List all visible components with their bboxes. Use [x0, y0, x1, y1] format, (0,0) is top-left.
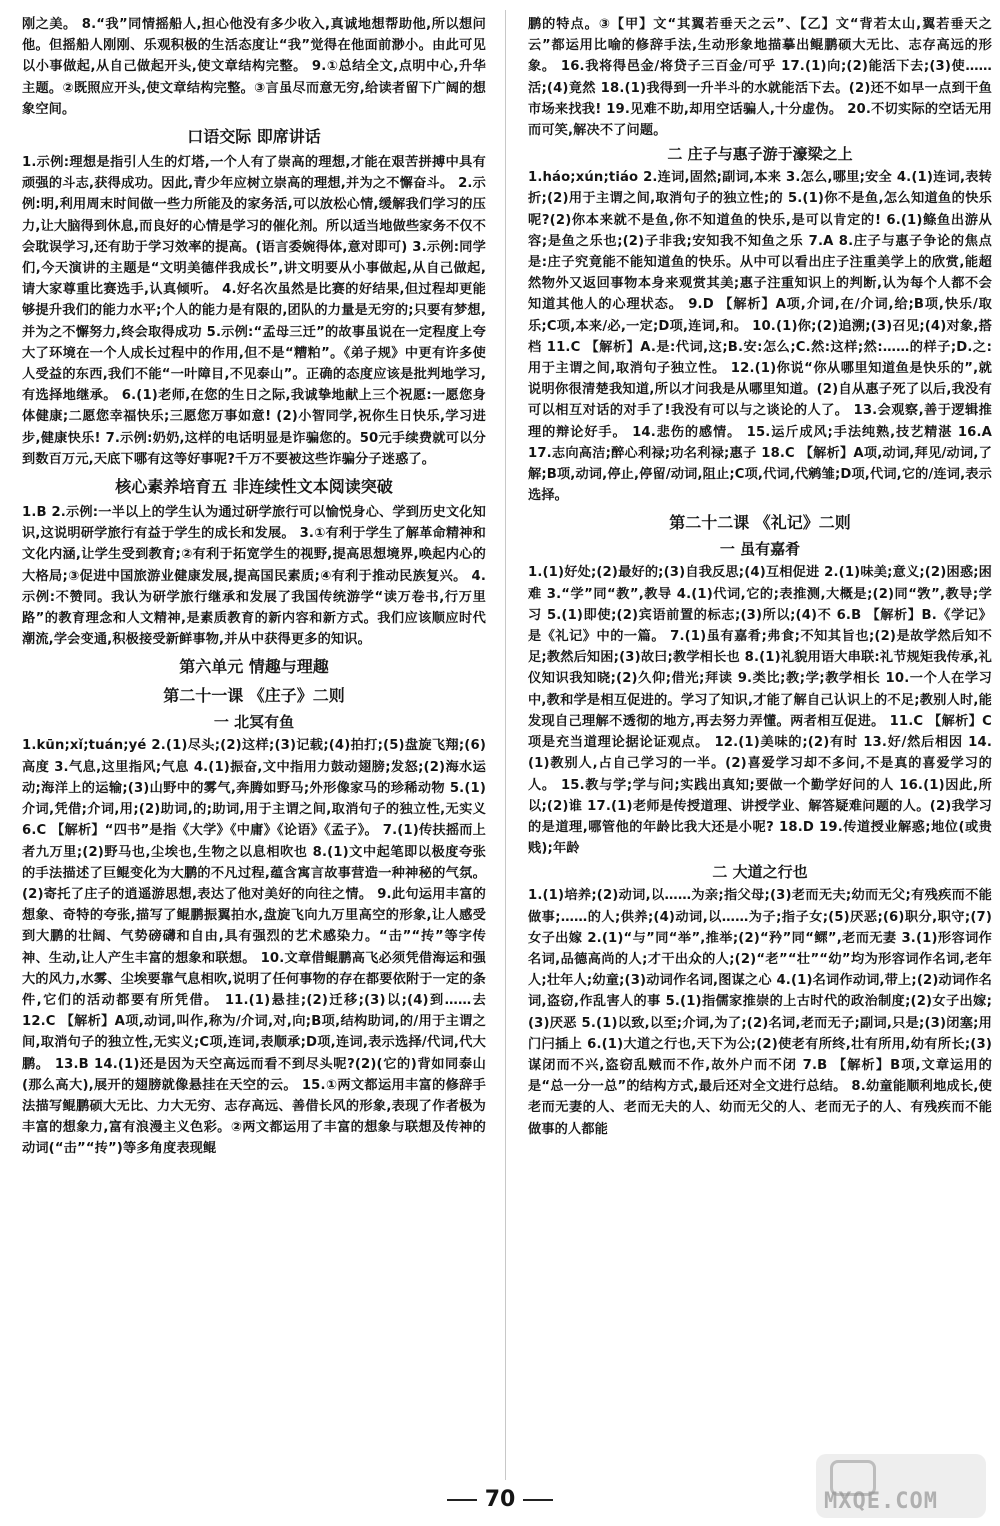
watermark-text: MXQE.COM [824, 1489, 938, 1514]
answer-paragraph: 鹏的特点。③【甲】文“其翼若垂天之云”、【乙】文“背若太山,翼若垂天之云”都运用比喻的修辞手法,生动形象地描摹出鲲鹏硕大无比、志存高远的形象。 16.我将得邑金/将贷子三百金/可乎 17.(1)向;(2)能活下去;(3)使……活;(4)竟然 18.(1)我得到一升半斗的水就能活下去。(2)还不如早一点到干鱼市场来找我! 19.见难不助,却用空话骗人,十分虚伪。 20.不切实际的空话无用而可笑,解决不了问题。 [528, 17, 992, 139]
page-number-dash-right [523, 1499, 553, 1501]
right-column [528, 14, 992, 1140]
column-divider [505, 10, 506, 1480]
section-heading-oral: 口语交际 即席讲话 [187, 127, 321, 147]
subsection-heading-jiayao: 一 虽有嘉肴 [719, 540, 801, 559]
subsection-heading-beiming: 一 北冥有鱼 [213, 713, 295, 732]
answer-paragraph: 1.B 2.示例:一半以上的学生认为通过研学旅行可以愉悦身心、学到历史文化知识,这说明研学旅行有益于学生的成长和发展。 3.①有利于学生了解革命精神和文化内涵,让学生受到教育;②有利于拓宽学生的视野,提高思想境界,唤起内心的大格局;③促进中国旅游业健康发展,提高国民素质;④有利于推动民族复兴。 4.示例:不赞同。我认为研学旅行继承和发展了我国传统游学“读万卷书,行万里路”的教育理念和人文精神,是素质教育的新内容和新方式。我们应该顺应时代潮流,学会变通,积极接受新鲜事物,并从中获得更多的知识。 [22, 505, 486, 648]
subsection-heading-haoliang: 二 庄子与惠子游于濠梁之上 [667, 145, 853, 164]
page-number-text: 70 [484, 1487, 516, 1512]
lesson-heading-21: 第二十一课 《庄子》二则 [163, 686, 345, 706]
subsection-heading-dadao: 二 大道之行也 [712, 863, 808, 882]
answer-paragraph: 刚之美。 8.“我”同情摇船人,担心他没有多少收入,真诚地想帮助他,所以想问他。但摇船人刚刚、乐观积极的生活态度让“我”觉得在他面前渺小。由此可见以小事做起,从自己做起开头,使文章结构完整。 9.①总结全文,点明中心,升华主题。②既照应开头,使文章结构完整。③言虽尽而意无穷,给读者留下广阔的想象空间。 [22, 17, 486, 117]
unit-heading: 第六单元 情趣与理趣 [179, 657, 329, 677]
left-column [22, 14, 486, 1160]
answer-paragraph: 1.háo;xún;tiáo 2.连词,固然;副词,本来 3.怎么,哪里;安全 4.(1)连词,表转折;(2)用于主谓之间,取消句子的独立性;的 5.(1)你不是鱼,怎么知道鱼的快乐呢?(2)你本来就不是鱼,你不知道鱼的快乐,是可以肯定的! 6.(1)鲦鱼出游从容;是鱼之乐也;(2)子非我;安知我不知鱼之乐 7.A 8.庄子与惠子争论的焦点是:庄子究竟能不能知道鱼的快乐。从中可以看出庄子注重美学上的欣赏,能超然物外又返回事物本身来观赏其美;惠子注重知识上的判断,认为每个人都不会知道其他人的心理状态。 9.D 【解析】A项,介词,在/介词,给;B项,快乐/取乐;C项,本来/必,一定;D项,连词,和。 10.(1)你;(2)追溯;(3)召见;(4)对象,搭档 11.C 【解析】A.是:代词,这;B.安:怎么;C.然:这样;然:……的样子;D.之:用于主谓之间,取消句子独立性。 12.(1)你说“你从哪里知道鱼是快乐的”,就说明你很清楚我知道,所以才问我是从哪里知道。(2)自从惠子死了以后,我没有可以相互对话的对手了!我没有可以与之谈论的人了。 13.会观察,善于逻辑推理的辩论好手。 14.悲伤的感情。 15.运斤成风;手法纯熟,技艺精湛 16.A 17.志向高洁;醉心利禄;功名利禄;惠子 18.C 【解析】A项,动词,拜见/动词,了解;B项,动词,停止,停留/动词,阻止;C项,代词,代鹓雏;D项,代词,它的/连词,表示选择。 [528, 170, 992, 504]
answer-paragraph: 1.示例:理想是指引人生的灯塔,一个人有了崇高的理想,才能在艰苦拼搏中具有顽强的斗志,获得成功。因此,青少年应树立崇高的理想,并为之不懈奋斗。 2.示例:明,利用周末时间做一些力所能及的家务活,可以放松心情,缓解我们学习的压力,让大脑得到休息,而良好的心情是学习的催化剂。所以适当地做些家务不仅不会耽误学习,还有助于学习效率的提高。(语言委婉得体,意对即可) 3.示例:同学们,今天演讲的主题是“文明美德伴我成长”,讲文明要从小事做起,从自己做起,请大家尊重比赛选手,认真倾听。 4.好名次虽然是比赛的好结果,但过程却更能够提升我们的能力水平;个人的能力是有限的,团队的力量是无穷的;只要有梦想,并为之不懈努力,终会取得成功 5.示例:“孟母三迁”的故事虽说在一定程度上夸大了环境在一个人成长过程中的作用,但不是“糟粕”。《弟子规》中更有许多使人受益的东西,我们不能“一叶障目,不见泰山”。正确的态度应该是批判地学习,有选择地继承。 6.(1)老师,在您的生日之际,我诚挚地献上三个祝愿:一愿您身体健康;二愿您幸福快乐;三愿您万事如意! (2)小智同学,祝你生日快乐,学习进步,健康快乐! 7.示例:奶奶,这样的电话明显是诈骗您的。50元手续费就可以分到数百万元,天底下哪有这等好事呢?千万不要被这些诈骗分子迷惑了。 [22, 155, 486, 467]
page-number-dash-left [447, 1499, 477, 1501]
answer-paragraph: 1.kūn;xǐ;tuán;yé 2.(1)尽头;(2)这样;(3)记载;(4)拍打;(5)盘旋飞翔;(6)高度 3.气息,这里指风;气息 4.(1)振奋,文中指用力鼓动翅膀;发怒;(2)海水运动;海洋上的运输;(3)山野中的雾气,奔腾如野马;外形像家马的珍稀动物 5.(1)介词,凭借;介词,用;(2)助词,的;助词,用于主谓之间,取消句子的独立性,无实义 6.C 【解析】“四书”是指《大学》《中庸》《论语》《孟子》。 7.(1)传扶摇而上者九万里;(2)野马也,尘埃也,生物之以息相吹也 8.(1)文中起笔即以极度夸张的手法描述了巨鲲变化为大鹏的不凡过程,蕴含寓言故事营造一种神秘的气氛。(2)寄托了庄子的逍遥游思想,表达了他对美好的向往之情。 9.此句运用丰富的想象、奇特的夸张,描写了鲲鹏振翼拍水,盘旋飞向九万里高空的形象,让人感受到大鹏的壮阔、气势磅礴和自由,具有强烈的艺术感染力。“击”“抟”等字传神、生动,让人产生丰富的想象和联想。 10.文章借鲲鹏高飞必须凭借海运和强大的风力,水雾、尘埃要靠气息相吹,说明了任何事物的存在都要依附于一定的条件,它们的活动都要有所凭借。 11.(1)悬挂;(2)迁移;(3)以;(4)到……去 12.C 【解析】A项,动词,叫作,称为/介词,对,向;B项,结构助词,的/用于主谓之间,取消句子的独立性,无实义;C项,连词,表顺承;D项,连词,表示选择/代词,代大鹏。 13.B 14.(1)还是因为天空高远而看不到尽头呢?(2)(它的)背如同泰山(那么高大),展开的翅膀就像悬挂在天空的云。 15.①两文都运用丰富的修辞手法描写鲲鹏硕大无比、力大无穷、志存高远、善借长风的形象,表现了作者极为丰富的想象力,富有浪漫主义色彩。②两文都运用了丰富的想象与联想及传神的动词(“击”“抟”)等多角度表现鲲 [22, 738, 486, 1157]
site-watermark-logo [816, 1454, 986, 1518]
lesson-heading-22: 第二十二课 《礼记》二则 [669, 513, 851, 533]
section-heading-core: 核心素养培育五 非连续性文本阅读突破 [115, 477, 393, 497]
answer-paragraph: 1.(1)培养;(2)动词,以……为亲;指父母;(3)老而无夫;幼而无父;有残疾而不能做事;……的人;供养;(4)动词,以……为子;指子女;(5)厌恶;(6)职分,职守;(7)女子出嫁 2.(1)“与”同“举”,推举;(2)“矜”同“鳏”,老而无妻 3.(1)形容词作名词,品德高尚的人;才干出众的人;(2)“老”“壮”“幼”均为形容词作名词,老年人;壮年人;幼童;(3)动词作名词,图谋之心 4.(1)名词作动词,带上;(2)动词作名词,盗窃,作乱害人的事 5.(1)指儒家推崇的上古时代的政治制度;(2)女子出嫁;(3)厌恶 5.(1)以致,以至;介词,为了;(2)名词,老而无子;副词,只是;(3)闭塞;用门闩插上 6.(1)大道之行也,天下为公;(2)使老有所终,壮有所用,幼有所长;(3)谋闭而不兴,盗窃乱贼而不作,故外户而不闭 7.B 【解析】B项,文章运用的是“总一分一总”的结构方式,最后还对全文进行总结。 8.幼童能顺利地成长,使老而无妻的人、老而无夫的人、幼而无父的人、老而无子的人、有残疾而不能做事的人都能 [528, 888, 992, 1137]
answer-paragraph: 1.(1)好处;(2)最好的;(3)自我反思;(4)互相促进 2.(1)味美;意义;(2)困惑;困难 3.“学”同“教”,教导 4.(1)代词,它的;表推测,大概是;(2)同“敩”,教导;学习 5.(1)即使;(2)宾语前置的标志;(3)所以;(4)不 6.B 【解析】B.《学记》是《礼记》中的一篇。 7.(1)虽有嘉肴;弗食;不知其旨也;(2)是故学然后知不足;教然后知困;(3)故曰;教学相长也 8.(1)礼貌用语大串联:礼节规矩我传承,礼仪知识我知晓;(2)久仰;借光;拜读 9.类比;教;学;教学相长 10.一个人在学习中,教和学是相互促进的。学习了知识,才能了解自己认识上的不足;教别人时,能发现自己理解不透彻的地方,再去努力弄懂。两者相互促进。 11.C 【解析】C项是充当道理论据论证观点。 12.(1)美味的;(2)有时 13.好/然后相因 14.(1)教别人,占自己学习的一半。(2)喜爱学习却不多问,不是真的喜爱学习的人。 15.教与学;学与问;实践出真知;要做一个勤学好问的人 16.(1)因此,所以;(2)谁 17.(1)老师是传授道理、讲授学业、解答疑难问题的人。(2)我学习的是道理,哪管他的年龄比我大还是小呢? 18.D 19.传道授业解惑;地位(或贵贱);年龄 [528, 565, 992, 857]
